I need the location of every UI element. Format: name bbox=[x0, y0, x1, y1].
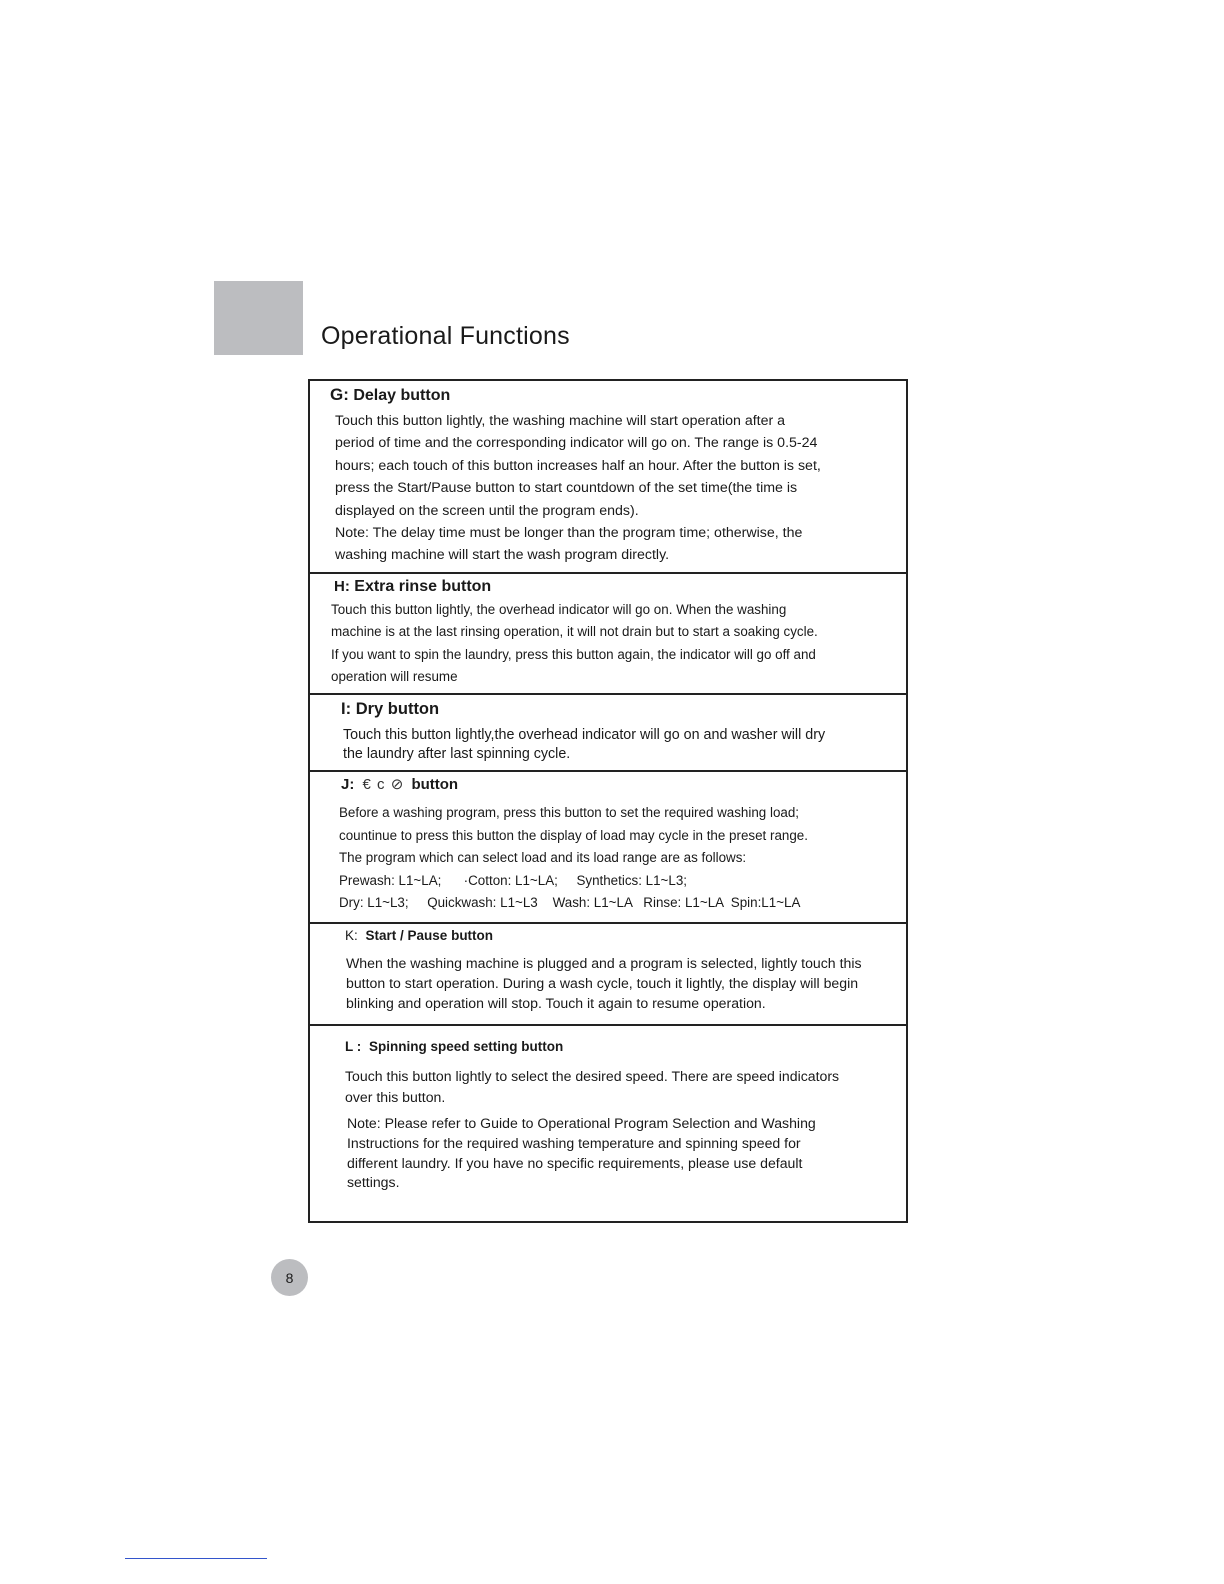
section-body bbox=[343, 726, 825, 763]
section-heading bbox=[345, 928, 493, 943]
section-extra-rinse-button bbox=[310, 574, 906, 695]
section-letter: K: bbox=[345, 928, 358, 943]
section-spin-speed-button bbox=[310, 1026, 906, 1221]
body-line: hours; each touch of this button increases half an hour. After the button is set, bbox=[335, 457, 821, 474]
note-line: settings. bbox=[347, 1174, 400, 1191]
section-body bbox=[346, 953, 862, 1014]
section-heading bbox=[341, 700, 439, 719]
page-number: 8 bbox=[285, 1269, 294, 1286]
section-label: Extra rinse button bbox=[354, 578, 492, 595]
note-line: Instructions for the required washing temperature and spinning speed for bbox=[347, 1134, 801, 1151]
section-heading bbox=[334, 578, 491, 596]
functions-frame bbox=[308, 379, 908, 1223]
body-line: Touch this button lightly,the overhead indicator will go on and washer will dry bbox=[343, 727, 826, 743]
section-label: Dry button bbox=[355, 700, 440, 718]
body-line: button to start operation. During a wash cycle, touch it lightly, the display will begin bbox=[346, 975, 859, 992]
body-line: machine is at the last rinsing operation, it will not drain but to start a soaking cycle. bbox=[331, 624, 818, 640]
eco-icon: € c ⊘ bbox=[362, 776, 405, 793]
body-line: Touch this button lightly to select the desired speed. There are speed indicators bbox=[345, 1068, 840, 1084]
section-start-pause-button bbox=[310, 924, 906, 1026]
section-body bbox=[335, 410, 821, 567]
body-line: Touch this button lightly, the overhead indicator will go on. When the washing bbox=[331, 602, 787, 617]
section-label: Start / Pause button bbox=[365, 928, 494, 943]
body-line: Touch this button lightly, the washing machine will start operation after a bbox=[335, 413, 786, 429]
page-number-badge bbox=[271, 1259, 308, 1296]
section-letter: I: bbox=[341, 700, 352, 718]
note-line: different laundry. If you have no specific requirements, please use default bbox=[347, 1154, 803, 1171]
body-line: over this button. bbox=[345, 1088, 446, 1105]
section-eco-button bbox=[310, 772, 906, 924]
section-tab-block bbox=[214, 281, 303, 355]
body-line: washing machine will start the wash program directly. bbox=[335, 547, 670, 564]
section-label: Delay button bbox=[353, 387, 451, 404]
page-title: Operational Functions bbox=[321, 322, 570, 350]
body-line: The program which can select load and its load range are as follows: bbox=[339, 850, 747, 865]
note-line: Note: Please refer to Guide to Operational Program Selection and Washing bbox=[347, 1115, 816, 1131]
body-line: the laundry after last spinning cycle. bbox=[343, 745, 571, 762]
section-label: Spinning speed setting button bbox=[369, 1039, 564, 1054]
body-line: countinue to press this button the display of load may cycle in the preset range. bbox=[339, 827, 808, 843]
section-heading bbox=[345, 1039, 563, 1054]
section-heading bbox=[330, 385, 450, 405]
body-line: displayed on the screen until the program ends). bbox=[335, 502, 639, 519]
body-line: Note: The delay time must be longer than the program time; otherwise, the bbox=[335, 525, 803, 542]
body-line: press the Start/Pause button to start countdown of the set time(the time is bbox=[335, 480, 798, 497]
footer-rule bbox=[125, 1558, 267, 1559]
section-body bbox=[345, 1066, 839, 1108]
section-body bbox=[339, 802, 808, 915]
section-heading bbox=[341, 775, 458, 793]
section-letter: L : bbox=[345, 1039, 362, 1054]
section-letter: G: bbox=[330, 385, 349, 404]
section-body bbox=[331, 599, 818, 689]
body-line: If you want to spin the laundry, press this button again, the indicator will go off and bbox=[331, 646, 816, 662]
body-line: blinking and operation will stop. Touch it again to resume operation. bbox=[346, 995, 766, 1012]
section-letter: H: bbox=[334, 578, 350, 595]
section-note bbox=[347, 1114, 816, 1193]
section-dry-button bbox=[310, 695, 906, 772]
body-line: Dry: L1~L3; Quickwash: L1~L3 Wash: L1~LA Rinse: L1~LA Spin:L1~LA bbox=[339, 895, 801, 910]
body-line: When the washing machine is plugged and a program is selected, lightly touch this bbox=[346, 955, 862, 971]
body-line: period of time and the corresponding indicator will go on. The range is 0.5-24 bbox=[335, 435, 818, 452]
section-delay-button bbox=[310, 381, 906, 574]
body-line: operation will resume bbox=[331, 669, 458, 685]
body-line: Before a washing program, press this button to set the required washing load; bbox=[339, 805, 800, 820]
section-letter: J: bbox=[341, 776, 355, 793]
body-line: Prewash: L1~LA; ·Cotton: L1~LA; Synthetics: L1~L3; bbox=[339, 872, 687, 888]
section-label: button bbox=[411, 776, 459, 793]
